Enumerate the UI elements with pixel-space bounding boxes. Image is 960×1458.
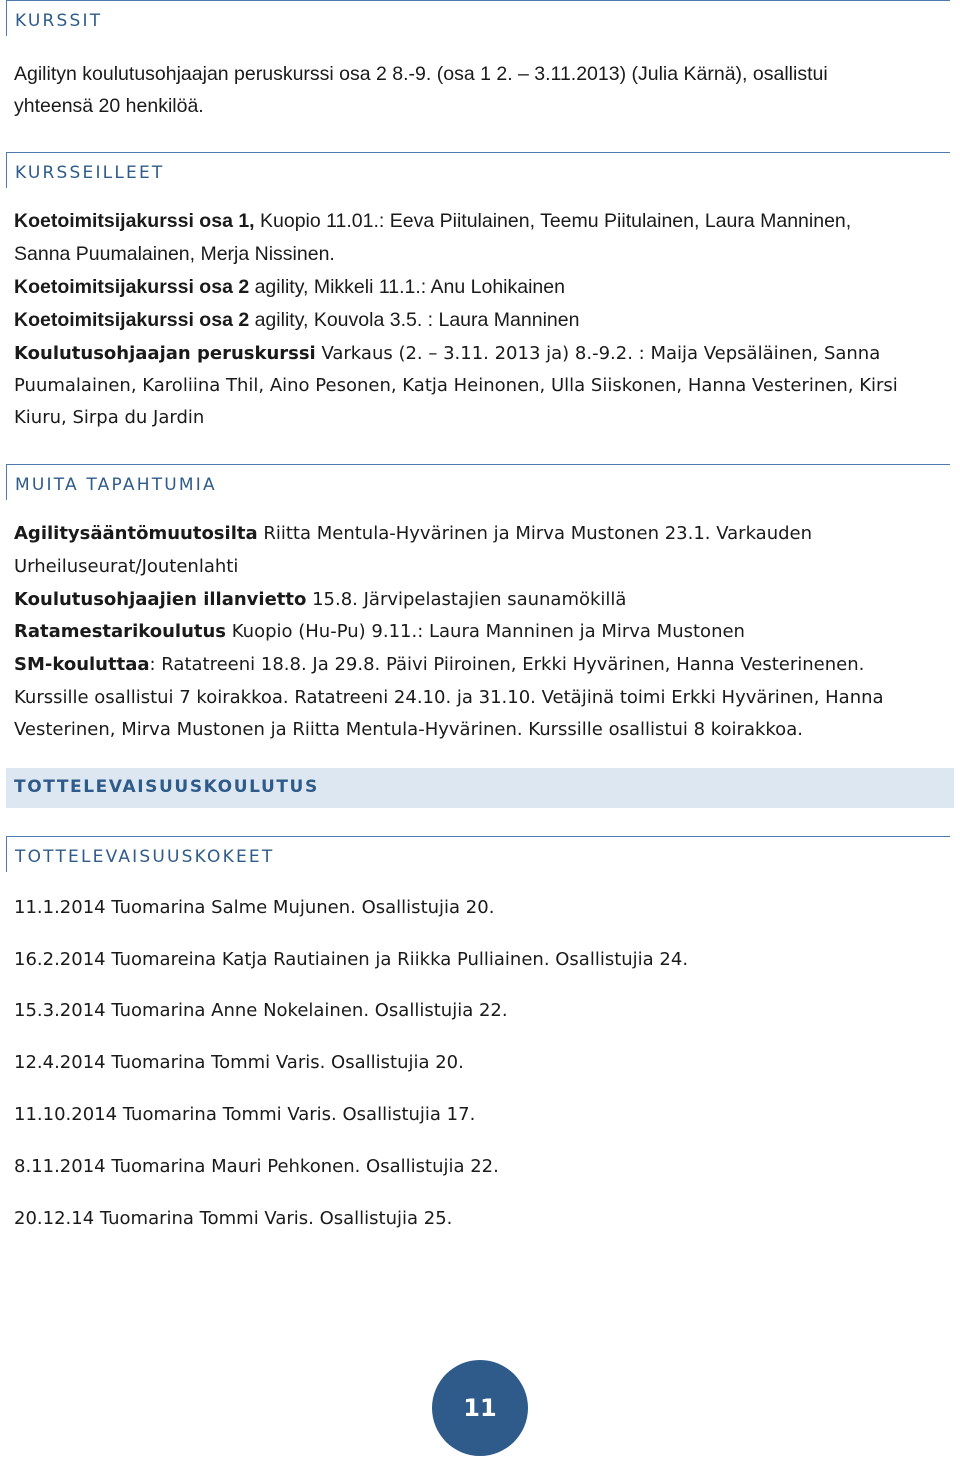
section-band-tottelevaisuuskoulutus: TOTTELEVAISUUSKOULUTUS (6, 768, 954, 808)
item-text: : Ratatreeni 18.8. Ja 29.8. Päivi Piiroinen, Erkki Hyvärinen, Hanna Vesterinenen. (149, 654, 865, 675)
item-title: Koetoimitsijakurssi osa 2 (14, 276, 250, 298)
item-text: Kuopio 11.01.: Eeva Piitulainen, Teemu Piitulainen, Laura Manninen, (254, 210, 852, 232)
koe-item-2: 16.2.2014 Tuomareina Katja Rautiainen ja Riikka Pulliainen. Osallistujia 24. (14, 949, 689, 970)
muita-item-3 (14, 620, 745, 644)
muita-item-4 (14, 653, 864, 677)
koe-item-3: 15.3.2014 Tuomarina Anne Nokelainen. Osallistujia 22. (14, 1000, 508, 1021)
muita-item-2 (14, 588, 626, 612)
page-number: 11 (463, 1394, 497, 1422)
item-title: Koulutusohjaajien illanvietto (14, 589, 307, 610)
section-heading-muita-tapahtumia: MUITA TAPAHTUMIA (6, 464, 950, 500)
section-heading-kurssit: KURSSIT (6, 0, 950, 36)
kursseilleet-item-2 (14, 275, 565, 299)
muita-item-1 (14, 522, 812, 546)
item-title: Ratamestarikoulutus (14, 621, 227, 642)
kursseilleet-item-4-cont-2: Kiuru, Sirpa du Jardin (14, 407, 205, 428)
page-number-badge (432, 1360, 528, 1456)
item-text: agility, Kouvola 3.5. : Laura Manninen (249, 309, 580, 331)
koe-item-6: 8.11.2014 Tuomarina Mauri Pehkonen. Osallistujia 22. (14, 1156, 499, 1177)
kursseilleet-item-4 (14, 342, 880, 366)
item-text: 15.8. Järvipelastajien saunamökillä (306, 589, 627, 610)
koe-item-4: 12.4.2014 Tuomarina Tommi Varis. Osallistujia 20. (14, 1052, 464, 1073)
kurssit-line-2: yhteensä 20 henkilöä. (14, 95, 204, 117)
item-title: SM-kouluttaa (14, 654, 150, 675)
koe-item-5: 11.10.2014 Tuomarina Tommi Varis. Osallistujia 17. (14, 1104, 476, 1125)
koe-item-7: 20.12.14 Tuomarina Tommi Varis. Osallistujia 25. (14, 1208, 453, 1229)
item-title: Agilitysääntömuutosilta (14, 523, 258, 544)
muita-item-4-cont-2: Vesterinen, Mirva Mustonen ja Riitta Mentula-Hyvärinen. Kurssille osallistui 8 koirakkoa. (14, 719, 803, 740)
kursseilleet-item-4-cont: Puumalainen, Karoliina Thil, Aino Pesonen, Katja Heinonen, Ulla Siiskonen, Hanna Vesterinen, Kirsi (14, 375, 898, 396)
kurssit-line-1: Agilityn koulutusohjaajan peruskurssi osa 2 8.-9. (osa 1 2. – 3.11.2013) (Julia Kärnä), osallistui (14, 63, 828, 85)
item-text: Kuopio (Hu-Pu) 9.11.: Laura Manninen ja Mirva Mustonen (226, 621, 745, 642)
item-title: Koetoimitsijakurssi osa 2 (14, 309, 250, 331)
item-title: Koetoimitsijakurssi osa 1, (14, 210, 255, 232)
item-title: Koulutusohjaajan peruskurssi (14, 343, 316, 364)
koe-item-1: 11.1.2014 Tuomarina Salme Mujunen. Osallistujia 20. (14, 897, 495, 918)
item-text: Varkaus (2. – 3.11. 2013 ja) 8.-9.2. : Maija Vepsäläinen, Sanna (315, 343, 881, 364)
section-heading-tottelevaisuuskokeet: TOTTELEVAISUUSKOKEET (6, 836, 950, 872)
item-text: Riitta Mentula-Hyvärinen ja Mirva Mustonen 23.1. Varkauden (257, 523, 813, 544)
item-text: agility, Mikkeli 11.1.: Anu Lohikainen (249, 276, 565, 298)
section-heading-kursseilleet: KURSSEILLEET (6, 152, 950, 188)
muita-item-4-cont: Kurssille osallistui 7 koirakkoa. Ratatreeni 24.10. ja 31.10. Vetäjinä toimi Erkki Hyvärinen, Hanna (14, 687, 884, 708)
muita-item-1-cont: Urheiluseurat/Joutenlahti (14, 556, 239, 577)
kursseilleet-item-3 (14, 308, 579, 332)
kursseilleet-item-1 (14, 209, 851, 233)
kursseilleet-item-1-cont: Sanna Puumalainen, Merja Nissinen. (14, 243, 335, 265)
